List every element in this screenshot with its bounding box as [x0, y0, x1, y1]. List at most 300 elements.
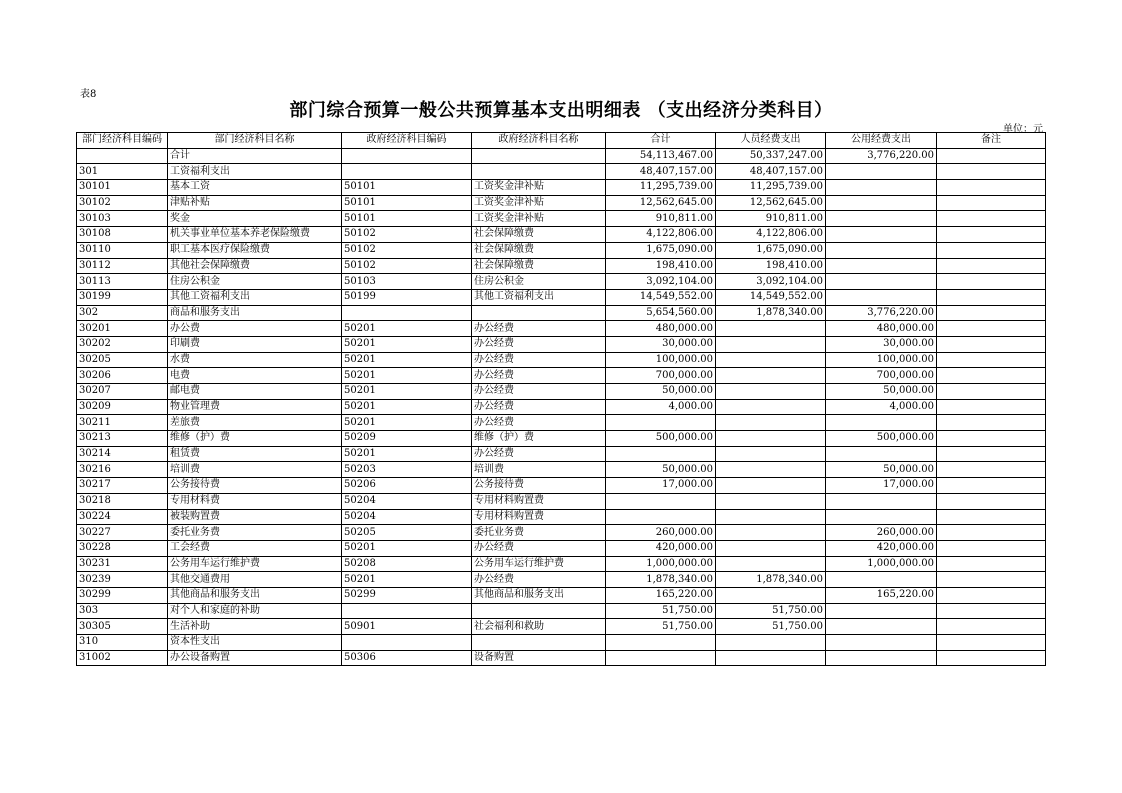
dept-code-cell: 30103: [77, 211, 168, 227]
dept-code-cell: 30239: [77, 572, 168, 588]
table-row: [77, 587, 1046, 603]
column-header-total: 合计: [606, 133, 716, 149]
dept-code-cell: 30207: [77, 384, 168, 400]
total-cell: [606, 509, 716, 525]
gov-name-cell: [472, 305, 606, 321]
dept-name-cell: 电费: [168, 368, 342, 384]
column-header-dept-code: 部门经济科目编码: [77, 133, 168, 149]
dept-name-cell: 物业管理费: [168, 399, 342, 415]
table-row: [77, 195, 1046, 211]
dept-name-cell: 对个人和家庭的补助: [168, 603, 342, 619]
note-cell: [937, 384, 1046, 400]
table-row: [77, 525, 1046, 541]
dept-name-cell: 基本工资: [168, 180, 342, 196]
table-body: [77, 148, 1046, 666]
dept-code-cell: 30214: [77, 446, 168, 462]
gov-code-cell: 50201: [342, 415, 472, 431]
total-cell: 1,878,340.00: [606, 572, 716, 588]
gov-code-cell: 50204: [342, 509, 472, 525]
dept-name-cell: 公务接待费: [168, 478, 342, 494]
personnel-cell: [716, 462, 826, 478]
gov-name-cell: [472, 148, 606, 164]
gov-code-cell: 50201: [342, 399, 472, 415]
note-cell: [937, 289, 1046, 305]
dept-code-cell: 302: [77, 305, 168, 321]
gov-name-cell: 工资奖金津补贴: [472, 180, 606, 196]
gov-code-cell: [342, 148, 472, 164]
table-row: [77, 164, 1046, 180]
dept-name-cell: 委托业务费: [168, 525, 342, 541]
public-cell: [826, 211, 937, 227]
note-cell: [937, 195, 1046, 211]
total-cell: 17,000.00: [606, 478, 716, 494]
public-cell: [826, 242, 937, 258]
total-cell: 260,000.00: [606, 525, 716, 541]
gov-name-cell: 办公经费: [472, 415, 606, 431]
table-row: [77, 446, 1046, 462]
dept-code-cell: 30209: [77, 399, 168, 415]
table-row: [77, 619, 1046, 635]
total-cell: 12,562,645.00: [606, 195, 716, 211]
personnel-cell: [716, 368, 826, 384]
table-row: [77, 415, 1046, 431]
note-cell: [937, 540, 1046, 556]
gov-name-cell: 社会保障缴费: [472, 258, 606, 274]
dept-name-cell: 其他社会保障缴费: [168, 258, 342, 274]
public-cell: [826, 195, 937, 211]
total-cell: 910,811.00: [606, 211, 716, 227]
gov-name-cell: 专用材料购置费: [472, 509, 606, 525]
gov-code-cell: 50205: [342, 525, 472, 541]
table-number: 表8: [80, 89, 97, 100]
total-cell: 11,295,739.00: [606, 180, 716, 196]
personnel-cell: [716, 336, 826, 352]
personnel-cell: 12,562,645.00: [716, 195, 826, 211]
personnel-cell: [716, 540, 826, 556]
total-cell: [606, 650, 716, 666]
gov-name-cell: [472, 635, 606, 651]
personnel-cell: [716, 352, 826, 368]
table-row: [77, 384, 1046, 400]
dept-code-cell: 30102: [77, 195, 168, 211]
note-cell: [937, 274, 1046, 290]
gov-code-cell: 50201: [342, 384, 472, 400]
total-cell: 100,000.00: [606, 352, 716, 368]
dept-code-cell: 30224: [77, 509, 168, 525]
dept-name-cell: 租赁费: [168, 446, 342, 462]
table-row: [77, 431, 1046, 447]
personnel-cell: 1,878,340.00: [716, 572, 826, 588]
gov-name-cell: 办公经费: [472, 321, 606, 337]
table-row: [77, 368, 1046, 384]
column-header-personnel: 人员经费支出: [716, 133, 826, 149]
table-row: [77, 556, 1046, 572]
gov-name-cell: [472, 603, 606, 619]
personnel-cell: [716, 635, 826, 651]
total-cell: 1,675,090.00: [606, 242, 716, 258]
total-cell: 480,000.00: [606, 321, 716, 337]
gov-name-cell: 公务接待费: [472, 478, 606, 494]
total-cell: 50,000.00: [606, 384, 716, 400]
total-cell: [606, 493, 716, 509]
total-cell: 1,000,000.00: [606, 556, 716, 572]
public-cell: [826, 572, 937, 588]
table-row: [77, 603, 1046, 619]
personnel-cell: [716, 478, 826, 494]
gov-code-cell: 50102: [342, 258, 472, 274]
public-cell: 700,000.00: [826, 368, 937, 384]
gov-code-cell: 50208: [342, 556, 472, 572]
table-row: [77, 509, 1046, 525]
dept-code-cell: 30217: [77, 478, 168, 494]
table-row: [77, 493, 1046, 509]
table-header-row: [77, 133, 1046, 149]
personnel-cell: [716, 399, 826, 415]
dept-code-cell: 30206: [77, 368, 168, 384]
public-cell: 480,000.00: [826, 321, 937, 337]
total-cell: [606, 446, 716, 462]
public-cell: 500,000.00: [826, 431, 937, 447]
table-row: [77, 274, 1046, 290]
gov-name-cell: 办公经费: [472, 368, 606, 384]
table-row: [77, 305, 1046, 321]
note-cell: [937, 478, 1046, 494]
public-cell: [826, 446, 937, 462]
dept-code-cell: 303: [77, 603, 168, 619]
dept-name-cell: 被装购置费: [168, 509, 342, 525]
gov-code-cell: 50201: [342, 352, 472, 368]
gov-code-cell: [342, 305, 472, 321]
gov-code-cell: 50209: [342, 431, 472, 447]
table-row: [77, 635, 1046, 651]
personnel-cell: 3,092,104.00: [716, 274, 826, 290]
total-cell: [606, 635, 716, 651]
gov-name-cell: 其他商品和服务支出: [472, 587, 606, 603]
public-cell: [826, 603, 937, 619]
table-row: [77, 336, 1046, 352]
note-cell: [937, 368, 1046, 384]
public-cell: 30,000.00: [826, 336, 937, 352]
public-cell: [826, 180, 937, 196]
gov-code-cell: 50201: [342, 321, 472, 337]
note-cell: [937, 336, 1046, 352]
table-row: [77, 540, 1046, 556]
total-cell: [606, 415, 716, 431]
table-row: [77, 478, 1046, 494]
dept-name-cell: 其他交通费用: [168, 572, 342, 588]
table-row: [77, 399, 1046, 415]
table-row: [77, 321, 1046, 337]
gov-name-cell: 办公经费: [472, 540, 606, 556]
dept-code-cell: 30101: [77, 180, 168, 196]
gov-code-cell: 50204: [342, 493, 472, 509]
note-cell: [937, 258, 1046, 274]
gov-code-cell: 50203: [342, 462, 472, 478]
gov-name-cell: 培训费: [472, 462, 606, 478]
personnel-cell: 51,750.00: [716, 603, 826, 619]
table-row: [77, 572, 1046, 588]
table-row: [77, 352, 1046, 368]
personnel-cell: 910,811.00: [716, 211, 826, 227]
dept-code-cell: 30113: [77, 274, 168, 290]
note-cell: [937, 242, 1046, 258]
table-row: [77, 258, 1046, 274]
total-cell: 50,000.00: [606, 462, 716, 478]
total-cell: 48,407,157.00: [606, 164, 716, 180]
public-cell: [826, 274, 937, 290]
dept-code-cell: 30205: [77, 352, 168, 368]
personnel-cell: 198,410.00: [716, 258, 826, 274]
public-cell: [826, 493, 937, 509]
public-cell: 100,000.00: [826, 352, 937, 368]
public-cell: 1,000,000.00: [826, 556, 937, 572]
gov-name-cell: 住房公积金: [472, 274, 606, 290]
dept-code-cell: [77, 148, 168, 164]
dept-code-cell: 30213: [77, 431, 168, 447]
dept-name-cell: 住房公积金: [168, 274, 342, 290]
public-cell: 50,000.00: [826, 384, 937, 400]
note-cell: [937, 211, 1046, 227]
total-cell: 54,113,467.00: [606, 148, 716, 164]
unit-label: 单位：元: [1003, 124, 1043, 135]
personnel-cell: [716, 556, 826, 572]
dept-code-cell: 310: [77, 635, 168, 651]
column-header-gov-code: 政府经济科目编码: [342, 133, 472, 149]
gov-code-cell: 50102: [342, 242, 472, 258]
dept-name-cell: 其他商品和服务支出: [168, 587, 342, 603]
gov-name-cell: 办公经费: [472, 399, 606, 415]
personnel-cell: 11,295,739.00: [716, 180, 826, 196]
dept-code-cell: 30216: [77, 462, 168, 478]
note-cell: [937, 446, 1046, 462]
gov-name-cell: 工资奖金津补贴: [472, 195, 606, 211]
note-cell: [937, 164, 1046, 180]
personnel-cell: 48,407,157.00: [716, 164, 826, 180]
dept-name-cell: 合计: [168, 148, 342, 164]
dept-code-cell: 30201: [77, 321, 168, 337]
dept-code-cell: 30299: [77, 587, 168, 603]
public-cell: [826, 164, 937, 180]
dept-name-cell: 职工基本医疗保险缴费: [168, 242, 342, 258]
table-row: [77, 180, 1046, 196]
personnel-cell: 1,878,340.00: [716, 305, 826, 321]
dept-code-cell: 30211: [77, 415, 168, 431]
note-cell: [937, 321, 1046, 337]
note-cell: [937, 572, 1046, 588]
column-header-dept-name: 部门经济科目名称: [168, 133, 342, 149]
expenditure-detail-table: [76, 132, 1046, 666]
gov-name-cell: 工资奖金津补贴: [472, 211, 606, 227]
total-cell: 4,122,806.00: [606, 227, 716, 243]
public-cell: [826, 619, 937, 635]
public-cell: 50,000.00: [826, 462, 937, 478]
total-cell: 5,654,560.00: [606, 305, 716, 321]
dept-name-cell: 奖金: [168, 211, 342, 227]
total-cell: 51,750.00: [606, 603, 716, 619]
gov-name-cell: 其他工资福利支出: [472, 289, 606, 305]
column-header-public: 公用经费支出: [826, 133, 937, 149]
dept-name-cell: 办公设备购置: [168, 650, 342, 666]
dept-code-cell: 30305: [77, 619, 168, 635]
table-row: [77, 462, 1046, 478]
dept-code-cell: 31002: [77, 650, 168, 666]
dept-name-cell: 办公费: [168, 321, 342, 337]
personnel-cell: [716, 493, 826, 509]
total-cell: 4,000.00: [606, 399, 716, 415]
dept-code-cell: 30227: [77, 525, 168, 541]
personnel-cell: 1,675,090.00: [716, 242, 826, 258]
gov-name-cell: 社会福利和救助: [472, 619, 606, 635]
table-row: [77, 148, 1046, 164]
gov-name-cell: 办公经费: [472, 336, 606, 352]
personnel-cell: [716, 587, 826, 603]
personnel-cell: 4,122,806.00: [716, 227, 826, 243]
dept-name-cell: 机关事业单位基本养老保险缴费: [168, 227, 342, 243]
dept-name-cell: 商品和服务支出: [168, 305, 342, 321]
dept-name-cell: 培训费: [168, 462, 342, 478]
gov-code-cell: 50306: [342, 650, 472, 666]
gov-name-cell: 委托业务费: [472, 525, 606, 541]
total-cell: 30,000.00: [606, 336, 716, 352]
total-cell: 165,220.00: [606, 587, 716, 603]
personnel-cell: 50,337,247.00: [716, 148, 826, 164]
public-cell: [826, 635, 937, 651]
dept-code-cell: 30202: [77, 336, 168, 352]
personnel-cell: [716, 415, 826, 431]
public-cell: [826, 415, 937, 431]
gov-code-cell: 50101: [342, 180, 472, 196]
note-cell: [937, 556, 1046, 572]
note-cell: [937, 462, 1046, 478]
public-cell: [826, 289, 937, 305]
note-cell: [937, 493, 1046, 509]
personnel-cell: 14,549,552.00: [716, 289, 826, 305]
note-cell: [937, 305, 1046, 321]
gov-code-cell: 50901: [342, 619, 472, 635]
personnel-cell: [716, 509, 826, 525]
gov-code-cell: 50299: [342, 587, 472, 603]
dept-name-cell: 工资福利支出: [168, 164, 342, 180]
gov-code-cell: 50102: [342, 227, 472, 243]
public-cell: [826, 509, 937, 525]
gov-code-cell: 50201: [342, 446, 472, 462]
dept-name-cell: 工会经费: [168, 540, 342, 556]
dept-code-cell: 30199: [77, 289, 168, 305]
page-title: 部门综合预算一般公共预算基本支出明细表 （支出经济分类科目）: [289, 100, 833, 121]
total-cell: 420,000.00: [606, 540, 716, 556]
total-cell: 198,410.00: [606, 258, 716, 274]
dept-name-cell: 公务用车运行维护费: [168, 556, 342, 572]
note-cell: [937, 587, 1046, 603]
public-cell: [826, 258, 937, 274]
table-row: [77, 289, 1046, 305]
public-cell: 17,000.00: [826, 478, 937, 494]
dept-name-cell: 其他工资福利支出: [168, 289, 342, 305]
gov-name-cell: 设备购置: [472, 650, 606, 666]
gov-code-cell: 50201: [342, 368, 472, 384]
personnel-cell: [716, 525, 826, 541]
dept-name-cell: 印刷费: [168, 336, 342, 352]
note-cell: [937, 650, 1046, 666]
dept-name-cell: 专用材料费: [168, 493, 342, 509]
personnel-cell: 51,750.00: [716, 619, 826, 635]
note-cell: [937, 619, 1046, 635]
gov-name-cell: 办公经费: [472, 446, 606, 462]
public-cell: [826, 227, 937, 243]
personnel-cell: [716, 431, 826, 447]
gov-name-cell: 公务用车运行维护费: [472, 556, 606, 572]
total-cell: 51,750.00: [606, 619, 716, 635]
personnel-cell: [716, 650, 826, 666]
total-cell: 3,092,104.00: [606, 274, 716, 290]
gov-name-cell: 办公经费: [472, 384, 606, 400]
gov-name-cell: 社会保障缴费: [472, 242, 606, 258]
dept-name-cell: 差旅费: [168, 415, 342, 431]
public-cell: 260,000.00: [826, 525, 937, 541]
public-cell: 165,220.00: [826, 587, 937, 603]
dept-name-cell: 水费: [168, 352, 342, 368]
note-cell: [937, 352, 1046, 368]
gov-code-cell: 50101: [342, 211, 472, 227]
personnel-cell: [716, 321, 826, 337]
public-cell: 3,776,220.00: [826, 148, 937, 164]
dept-code-cell: 30218: [77, 493, 168, 509]
dept-code-cell: 301: [77, 164, 168, 180]
gov-name-cell: 专用材料购置费: [472, 493, 606, 509]
total-cell: 500,000.00: [606, 431, 716, 447]
dept-name-cell: 资本性支出: [168, 635, 342, 651]
dept-name-cell: 维修（护）费: [168, 431, 342, 447]
gov-code-cell: [342, 603, 472, 619]
note-cell: [937, 227, 1046, 243]
note-cell: [937, 603, 1046, 619]
gov-code-cell: 50206: [342, 478, 472, 494]
note-cell: [937, 635, 1046, 651]
table-row: [77, 242, 1046, 258]
total-cell: 14,549,552.00: [606, 289, 716, 305]
note-cell: [937, 509, 1046, 525]
dept-code-cell: 30108: [77, 227, 168, 243]
gov-code-cell: 50101: [342, 195, 472, 211]
note-cell: [937, 399, 1046, 415]
gov-name-cell: 社会保障缴费: [472, 227, 606, 243]
dept-code-cell: 30112: [77, 258, 168, 274]
gov-name-cell: 维修（护）费: [472, 431, 606, 447]
gov-name-cell: [472, 164, 606, 180]
note-cell: [937, 148, 1046, 164]
note-cell: [937, 415, 1046, 431]
public-cell: 420,000.00: [826, 540, 937, 556]
table-row: [77, 227, 1046, 243]
dept-code-cell: 30110: [77, 242, 168, 258]
dept-name-cell: 邮电费: [168, 384, 342, 400]
public-cell: [826, 650, 937, 666]
total-cell: 700,000.00: [606, 368, 716, 384]
dept-code-cell: 30228: [77, 540, 168, 556]
gov-code-cell: 50201: [342, 540, 472, 556]
column-header-note: 备注: [937, 133, 1046, 149]
personnel-cell: [716, 384, 826, 400]
dept-name-cell: 生活补助: [168, 619, 342, 635]
gov-name-cell: 办公经费: [472, 352, 606, 368]
gov-code-cell: 50199: [342, 289, 472, 305]
gov-code-cell: [342, 164, 472, 180]
table-row: [77, 650, 1046, 666]
dept-name-cell: 津贴补贴: [168, 195, 342, 211]
gov-code-cell: [342, 635, 472, 651]
note-cell: [937, 431, 1046, 447]
public-cell: 4,000.00: [826, 399, 937, 415]
